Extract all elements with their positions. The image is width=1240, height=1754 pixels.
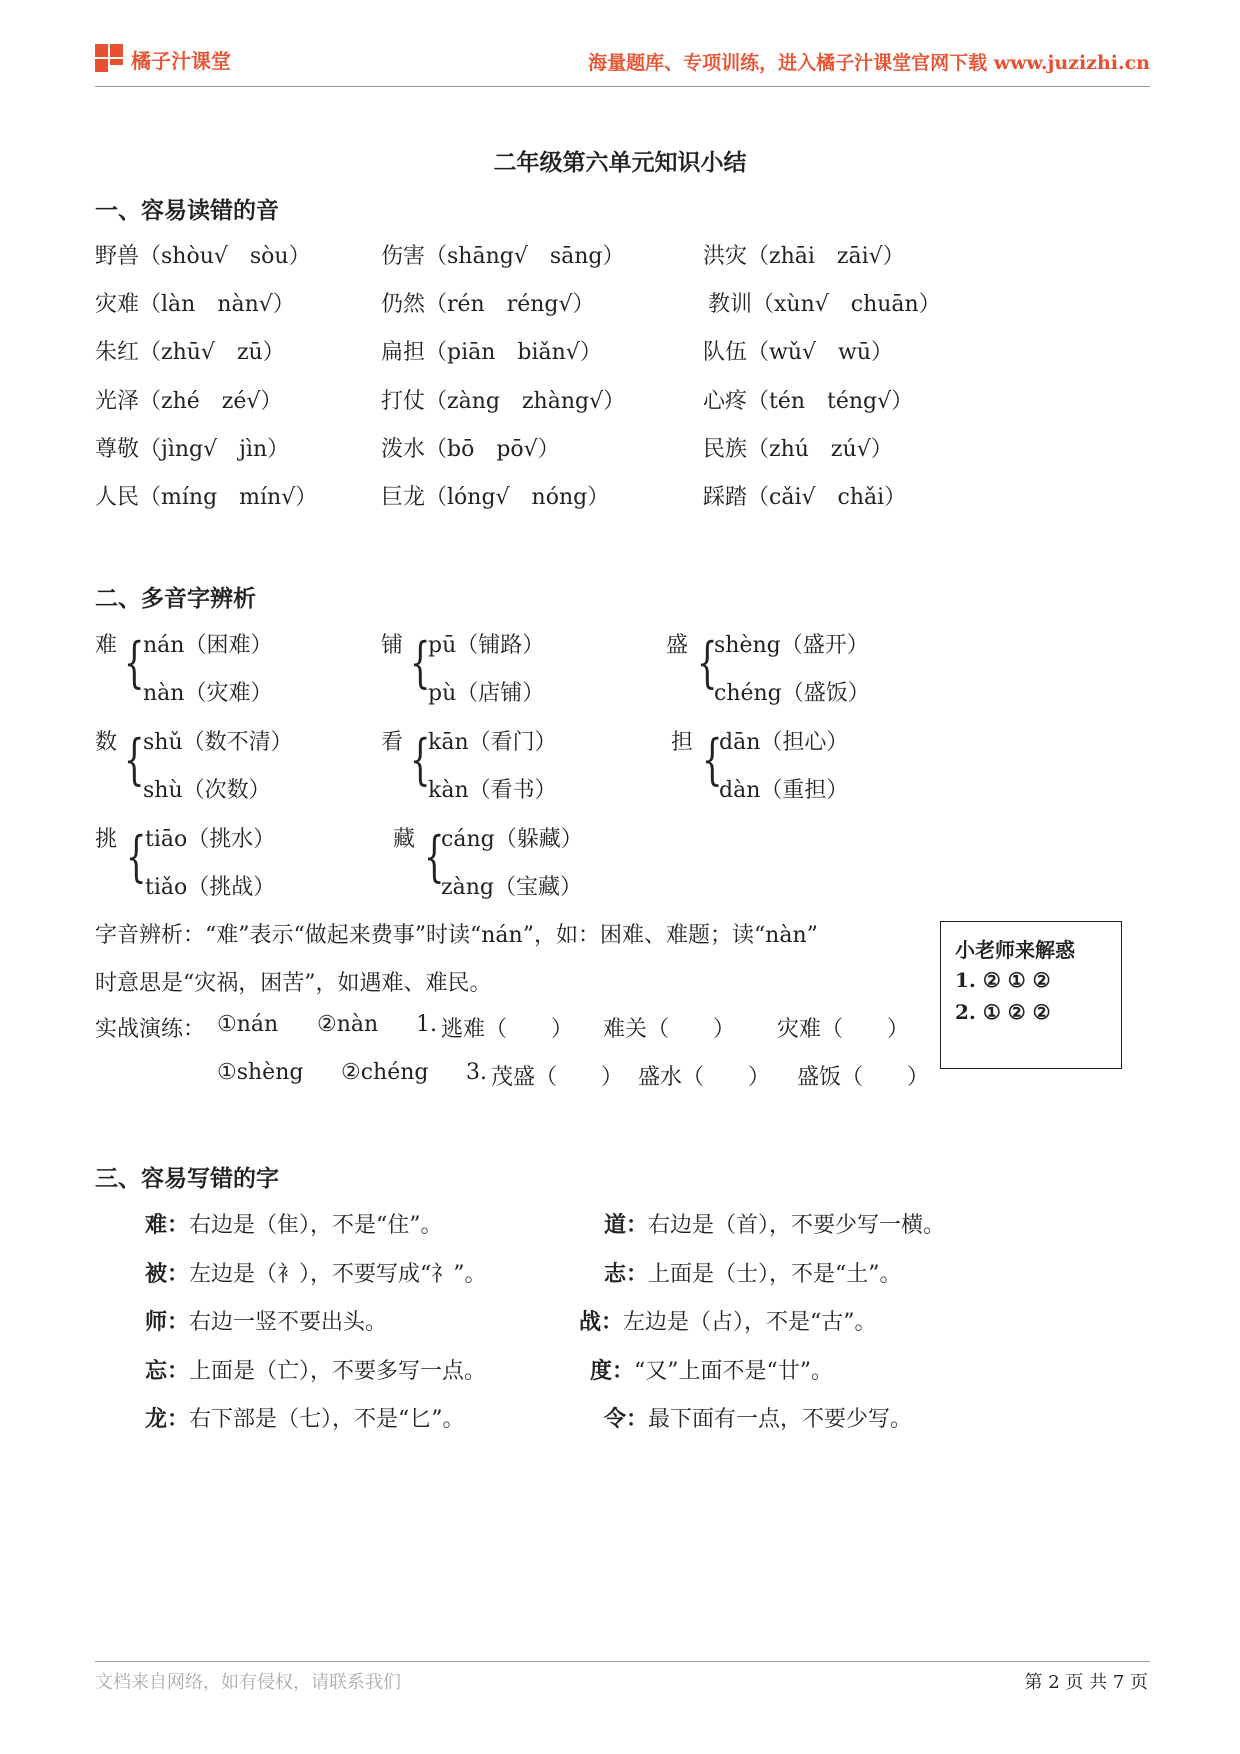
- brace-icon: {: [123, 631, 145, 694]
- logo-icon: [95, 44, 125, 74]
- practice-label: 实战演练：: [95, 1017, 206, 1042]
- poly-reading-b: pù（店铺）: [428, 681, 545, 706]
- poly-reading-b: dàn（重担）: [719, 778, 849, 803]
- poly-char: 担: [671, 730, 694, 755]
- poly-reading-a: shèng（盛开）: [714, 633, 869, 658]
- brace-icon: {: [123, 728, 145, 791]
- poly-reading-b: zàng（宝藏）: [441, 875, 582, 900]
- s1-r2-c2: 队伍（wǔ√ wū）: [703, 340, 894, 365]
- spell-note: 左边是（衤），不要写成“礻”。: [189, 1262, 487, 1287]
- logo-text: 橘子汁课堂: [131, 48, 231, 73]
- s1-r4-c1: 泼水（bō pō√）: [381, 437, 560, 462]
- spell-note: 上面是（士），不是“土”。: [648, 1262, 902, 1287]
- poly-reading-a: pū（铺路）: [428, 633, 545, 658]
- poly-reading-a: nán（困难）: [143, 633, 273, 658]
- s1-r1-c2: 教训（xùn√ chuān）: [708, 292, 941, 317]
- brace-icon: {: [696, 631, 718, 694]
- spell-char: 志：: [604, 1261, 649, 1287]
- practice-option-1b: ②nàn: [317, 1012, 379, 1037]
- poly-reading-b: shù（次数）: [143, 778, 271, 803]
- poly-reading-a: shǔ（数不清）: [143, 730, 293, 755]
- poly-reading-b: tiǎo（挑战）: [145, 875, 276, 900]
- spell-note: 右下部是（七），不是“匕”。: [189, 1407, 465, 1432]
- spell-note: 最下面有一点，不要少写。: [648, 1407, 913, 1432]
- s1-r3-c0: 光泽（zhé zé√）: [95, 389, 283, 414]
- brace-icon: {: [409, 728, 431, 791]
- poly-reading-a: kān（看门）: [428, 730, 557, 755]
- answer-tip-box: [940, 921, 1122, 1069]
- tip-title: 小老师来解惑: [955, 938, 1075, 962]
- practice-option-1a: ①nán: [217, 1012, 279, 1037]
- poly-reading-a: dān（担心）: [719, 730, 849, 755]
- page-title: 二年级第六单元知识小结: [493, 149, 747, 176]
- spell-char: 道：: [604, 1212, 649, 1238]
- poly-char: 看: [381, 730, 404, 755]
- spell-char: 被：: [145, 1261, 190, 1287]
- poly-reading-b: kàn（看书）: [428, 778, 557, 803]
- header-slogan: 海量题库、专项训练，进入橘子汁课堂官网下载 www.juzizhi.cn: [588, 52, 1150, 74]
- section1-heading: 一、容易读错的音: [95, 197, 279, 224]
- spell-item: [145, 1257, 487, 1288]
- s1-r0-c0: 野兽（shòu√ sòu）: [95, 244, 311, 269]
- s1-r1-c0: 灾难（làn nàn√）: [95, 292, 295, 317]
- poly-reading-b: nàn（灾难）: [143, 681, 273, 706]
- explain-line-2: 时意思是“灾祸，困苦”，如遇难、难民。: [95, 971, 492, 996]
- spell-char: 令：: [604, 1406, 649, 1432]
- practice-q2-1: 茂盛（ ）: [491, 1065, 624, 1090]
- spell-char: 龙：: [145, 1406, 190, 1432]
- s1-r2-c0: 朱红（zhū√ zū）: [95, 340, 285, 365]
- poly-char: 数: [95, 730, 118, 755]
- spell-char: 忘：: [145, 1358, 190, 1384]
- poly-char: 难: [95, 633, 118, 658]
- brace-icon: {: [125, 825, 147, 888]
- spell-item: [590, 1354, 833, 1385]
- spell-item: [145, 1305, 387, 1336]
- s1-r2-c1: 扁担（piān biǎn√）: [381, 340, 602, 365]
- practice-option-2b: ②chéng: [341, 1060, 429, 1085]
- poly-char: 挑: [95, 827, 118, 852]
- poly-char: 盛: [666, 633, 689, 658]
- spell-item: [145, 1208, 443, 1239]
- spell-item: [604, 1257, 902, 1288]
- spell-note: “又”上面不是“廿”。: [634, 1359, 834, 1384]
- spell-note: 右边一竖不要出头。: [189, 1310, 388, 1335]
- footer-divider: [95, 1661, 1150, 1662]
- s1-r5-c0: 人民（míng mín√）: [95, 485, 318, 510]
- page-indicator: 第 2 页 共 7 页: [1024, 1672, 1148, 1693]
- practice-option-2a: ①shèng: [217, 1060, 304, 1085]
- s1-r5-c2: 踩踏（cǎi√ chǎi）: [703, 485, 907, 510]
- section3-heading: 三、容易写错的字: [95, 1165, 279, 1192]
- tip-answer-2: 2. ① ② ②: [955, 1000, 1051, 1024]
- s1-r3-c1: 打仗（zàng zhàng√）: [381, 389, 626, 414]
- header-divider: [95, 86, 1150, 87]
- section2-heading: 二、多音字辨析: [95, 585, 256, 612]
- tip-answer-1: 1. ② ① ②: [955, 968, 1051, 992]
- spell-item: [604, 1402, 912, 1433]
- spell-note: 上面是（亡），不要多写一点。: [189, 1359, 487, 1384]
- s1-r4-c0: 尊敬（jìng√ jìn）: [95, 437, 290, 462]
- poly-reading-a: cáng（躲藏）: [441, 827, 583, 852]
- poly-reading-b: chéng（盛饭）: [714, 681, 870, 706]
- practice-q2-3: 盛饭（ ）: [797, 1065, 930, 1090]
- poly-char: 藏: [393, 827, 416, 852]
- s1-r0-c2: 洪灾（zhāi zāi√）: [703, 244, 905, 269]
- poly-char: 铺: [381, 633, 404, 658]
- spell-char: 难：: [145, 1212, 190, 1238]
- practice-q2-num: 3.: [466, 1060, 487, 1085]
- spell-item: [604, 1208, 945, 1239]
- spell-item: [145, 1402, 465, 1433]
- brand-logo: [95, 44, 231, 74]
- practice-q1-1: 逃难（ ）: [441, 1017, 574, 1042]
- poly-reading-a: tiāo（挑水）: [145, 827, 276, 852]
- brace-icon: {: [409, 631, 431, 694]
- spell-item: [579, 1305, 877, 1336]
- spell-note: 右边是（隹），不是“住”。: [189, 1213, 443, 1238]
- brace-icon: {: [701, 728, 723, 791]
- practice-q1-num: 1.: [416, 1012, 437, 1037]
- s1-r5-c1: 巨龙（lóng√ nóng）: [381, 485, 610, 510]
- spell-char: 战：: [579, 1309, 624, 1335]
- s1-r1-c1: 仍然（rén réng√）: [381, 292, 595, 317]
- spell-note: 左边是（占），不是“古”。: [623, 1310, 877, 1335]
- s1-r3-c2: 心疼（tén téng√）: [703, 389, 914, 414]
- practice-q1-3: 灾难（ ）: [777, 1017, 910, 1042]
- spell-item: [145, 1354, 486, 1385]
- practice-q1-2: 难关（ ）: [603, 1017, 736, 1042]
- s1-r0-c1: 伤害（shāng√ sāng）: [381, 244, 625, 269]
- s1-r4-c2: 民族（zhú zú√）: [703, 437, 893, 462]
- spell-char: 度：: [590, 1358, 635, 1384]
- brace-icon: {: [423, 825, 445, 888]
- explain-line-1: 字音辨析：“难”表示“做起来费事”时读“nán”，如：困难、难题；读“nàn”: [95, 923, 818, 948]
- practice-q2-2: 盛水（ ）: [638, 1065, 771, 1090]
- spell-char: 师：: [145, 1309, 190, 1335]
- spell-note: 右边是（首），不要少写一横。: [648, 1213, 946, 1238]
- footer-notice: 文档来自网络，如有侵权，请联系我们: [95, 1672, 401, 1693]
